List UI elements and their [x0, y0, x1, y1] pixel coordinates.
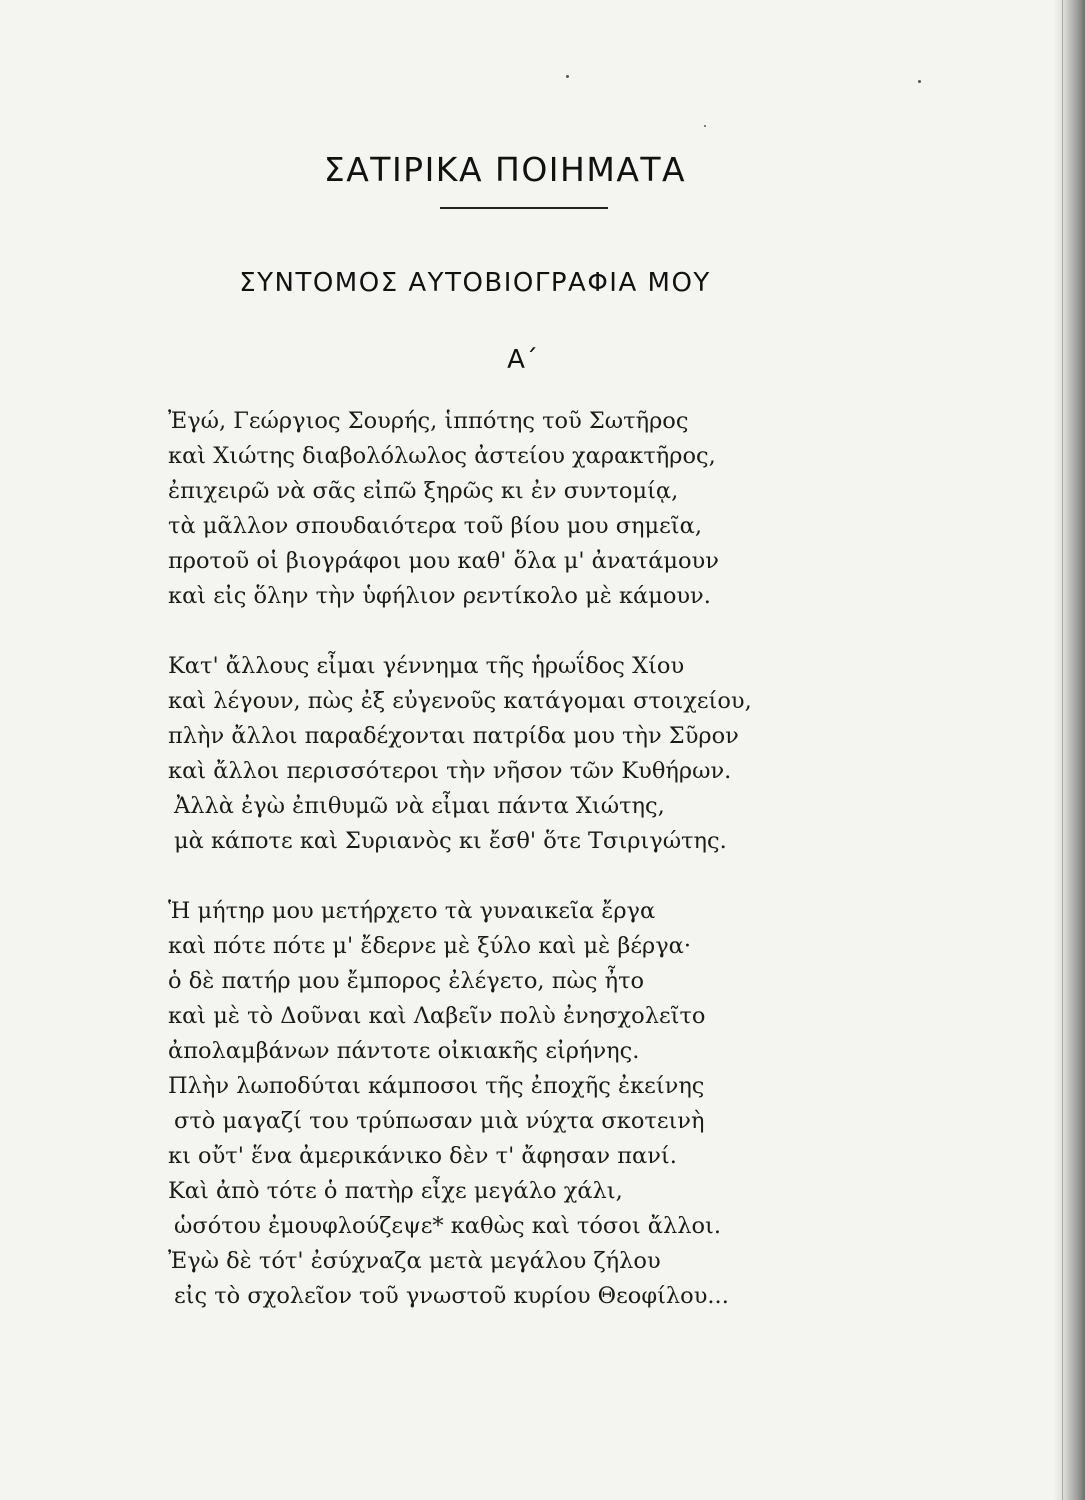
stanza-1 [168, 404, 858, 614]
verse-line: καὶ ἄλλοι περισσότεροι τὴν νῆσον τῶν Κυθήρων. [168, 758, 732, 784]
title-divider [440, 207, 608, 209]
verse-line: καὶ πότε πότε μ' ἔδερνε μὲ ξύλο καὶ μὲ βέργα· [168, 933, 692, 959]
verse-line: προτοῦ οἱ βιογράφοι μου καθ' ὅλα μ' ἀνατάμουν [168, 548, 719, 574]
verse-line: μὰ κάποτε καὶ Συριανὸς κι ἔσθ' ὅτε Τσιριγώτης. [174, 828, 727, 854]
verse-line: καὶ Χιώτης διαβολόλωλος ἀστείου χαρακτῆρος, [168, 443, 716, 469]
verse-line: στὸ μαγαζί του τρύπωσαν μιὰ νύχτα σκοτεινὴ [174, 1108, 705, 1134]
verse-line: κι οὔτ' ἕνα ἀμερικάνικο δὲν τ' ἄφησαν πανί. [168, 1143, 677, 1169]
verse-line: καὶ μὲ τὸ Δοῦναι καὶ Λαβεῖν πολὺ ἐνησχολεῖτο [168, 1003, 706, 1029]
verse-line: Ἐγὼ δὲ τότ' ἐσύχναζα μετὰ μεγάλου ζήλου [168, 1248, 661, 1274]
verse-line: Ἀλλὰ ἐγὼ ἐπιθυμῶ νὰ εἶμαι πάντα Χιώτης, [174, 793, 665, 819]
verse-line: Πλὴν λωποδύται κάμποσοι τῆς ἐποχῆς ἐκείνης [168, 1073, 705, 1099]
verse-line: Κατ' ἄλλους εἶμαι γέννημα τῆς ἡρωΐδος Χίου [168, 653, 685, 679]
verse-line: ἐπιχειρῶ νὰ σᾶς εἰπῶ ξηρῶς κι ἐν συντομίᾳ, [168, 478, 679, 504]
poem-body [168, 404, 858, 1349]
stanza-2 [168, 649, 858, 859]
verse-line: καὶ λέγουν, πὼς ἐξ εὐγενοῦς κατάγομαι στοιχείου, [168, 688, 752, 714]
verse-line: τὰ μᾶλλον σπουδαιότερα τοῦ βίου μου σημεῖα, [168, 513, 702, 539]
verse-line: εἰς τὸ σχολεῖον τοῦ γνωστοῦ κυρίου Θεοφίλου... [174, 1283, 729, 1309]
verse-line: καὶ εἰς ὅλην τὴν ὑφήλιον ρεντίκολο μὲ κάμουν. [168, 583, 711, 609]
verse-line: Ἡ μήτηρ μου μετήρχετο τὰ γυναικεῖα ἔργα [168, 898, 656, 924]
verse-line: ὁ δὲ πατήρ μου ἔμπορος ἐλέγετο, πὼς ἦτο [168, 968, 645, 994]
verse-line: Καὶ ἀπὸ τότε ὁ πατὴρ εἶχε μεγάλο χάλι, [168, 1178, 623, 1204]
verse-line: ὡσότου ἐμουφλούζεψε* καθὼς καὶ τόσοι ἄλλοι. [174, 1213, 722, 1239]
verse-line: ἀπολαμβάνων πάντοτε οἰκιακῆς εἰρήνης. [168, 1038, 640, 1064]
section-number: Α΄ [507, 345, 538, 375]
page-title: ΣΑΤΙΡΙΚΑ ΠΟΙΗΜΑΤΑ [323, 150, 687, 189]
poem-title: ΣΥΝΤΟΜΟΣ ΑΥΤΟΒΙΟΓΡΑΦΙΑ ΜΟΥ [239, 268, 711, 298]
stanza-3 [168, 894, 858, 1314]
verse-line: Ἐγώ, Γεώργιος Σουρής, ἱππότης τοῦ Σωτῆρος [168, 408, 689, 434]
verse-line: πλὴν ἄλλοι παραδέχονται πατρίδα μου τὴν Σῦρον [168, 723, 739, 749]
